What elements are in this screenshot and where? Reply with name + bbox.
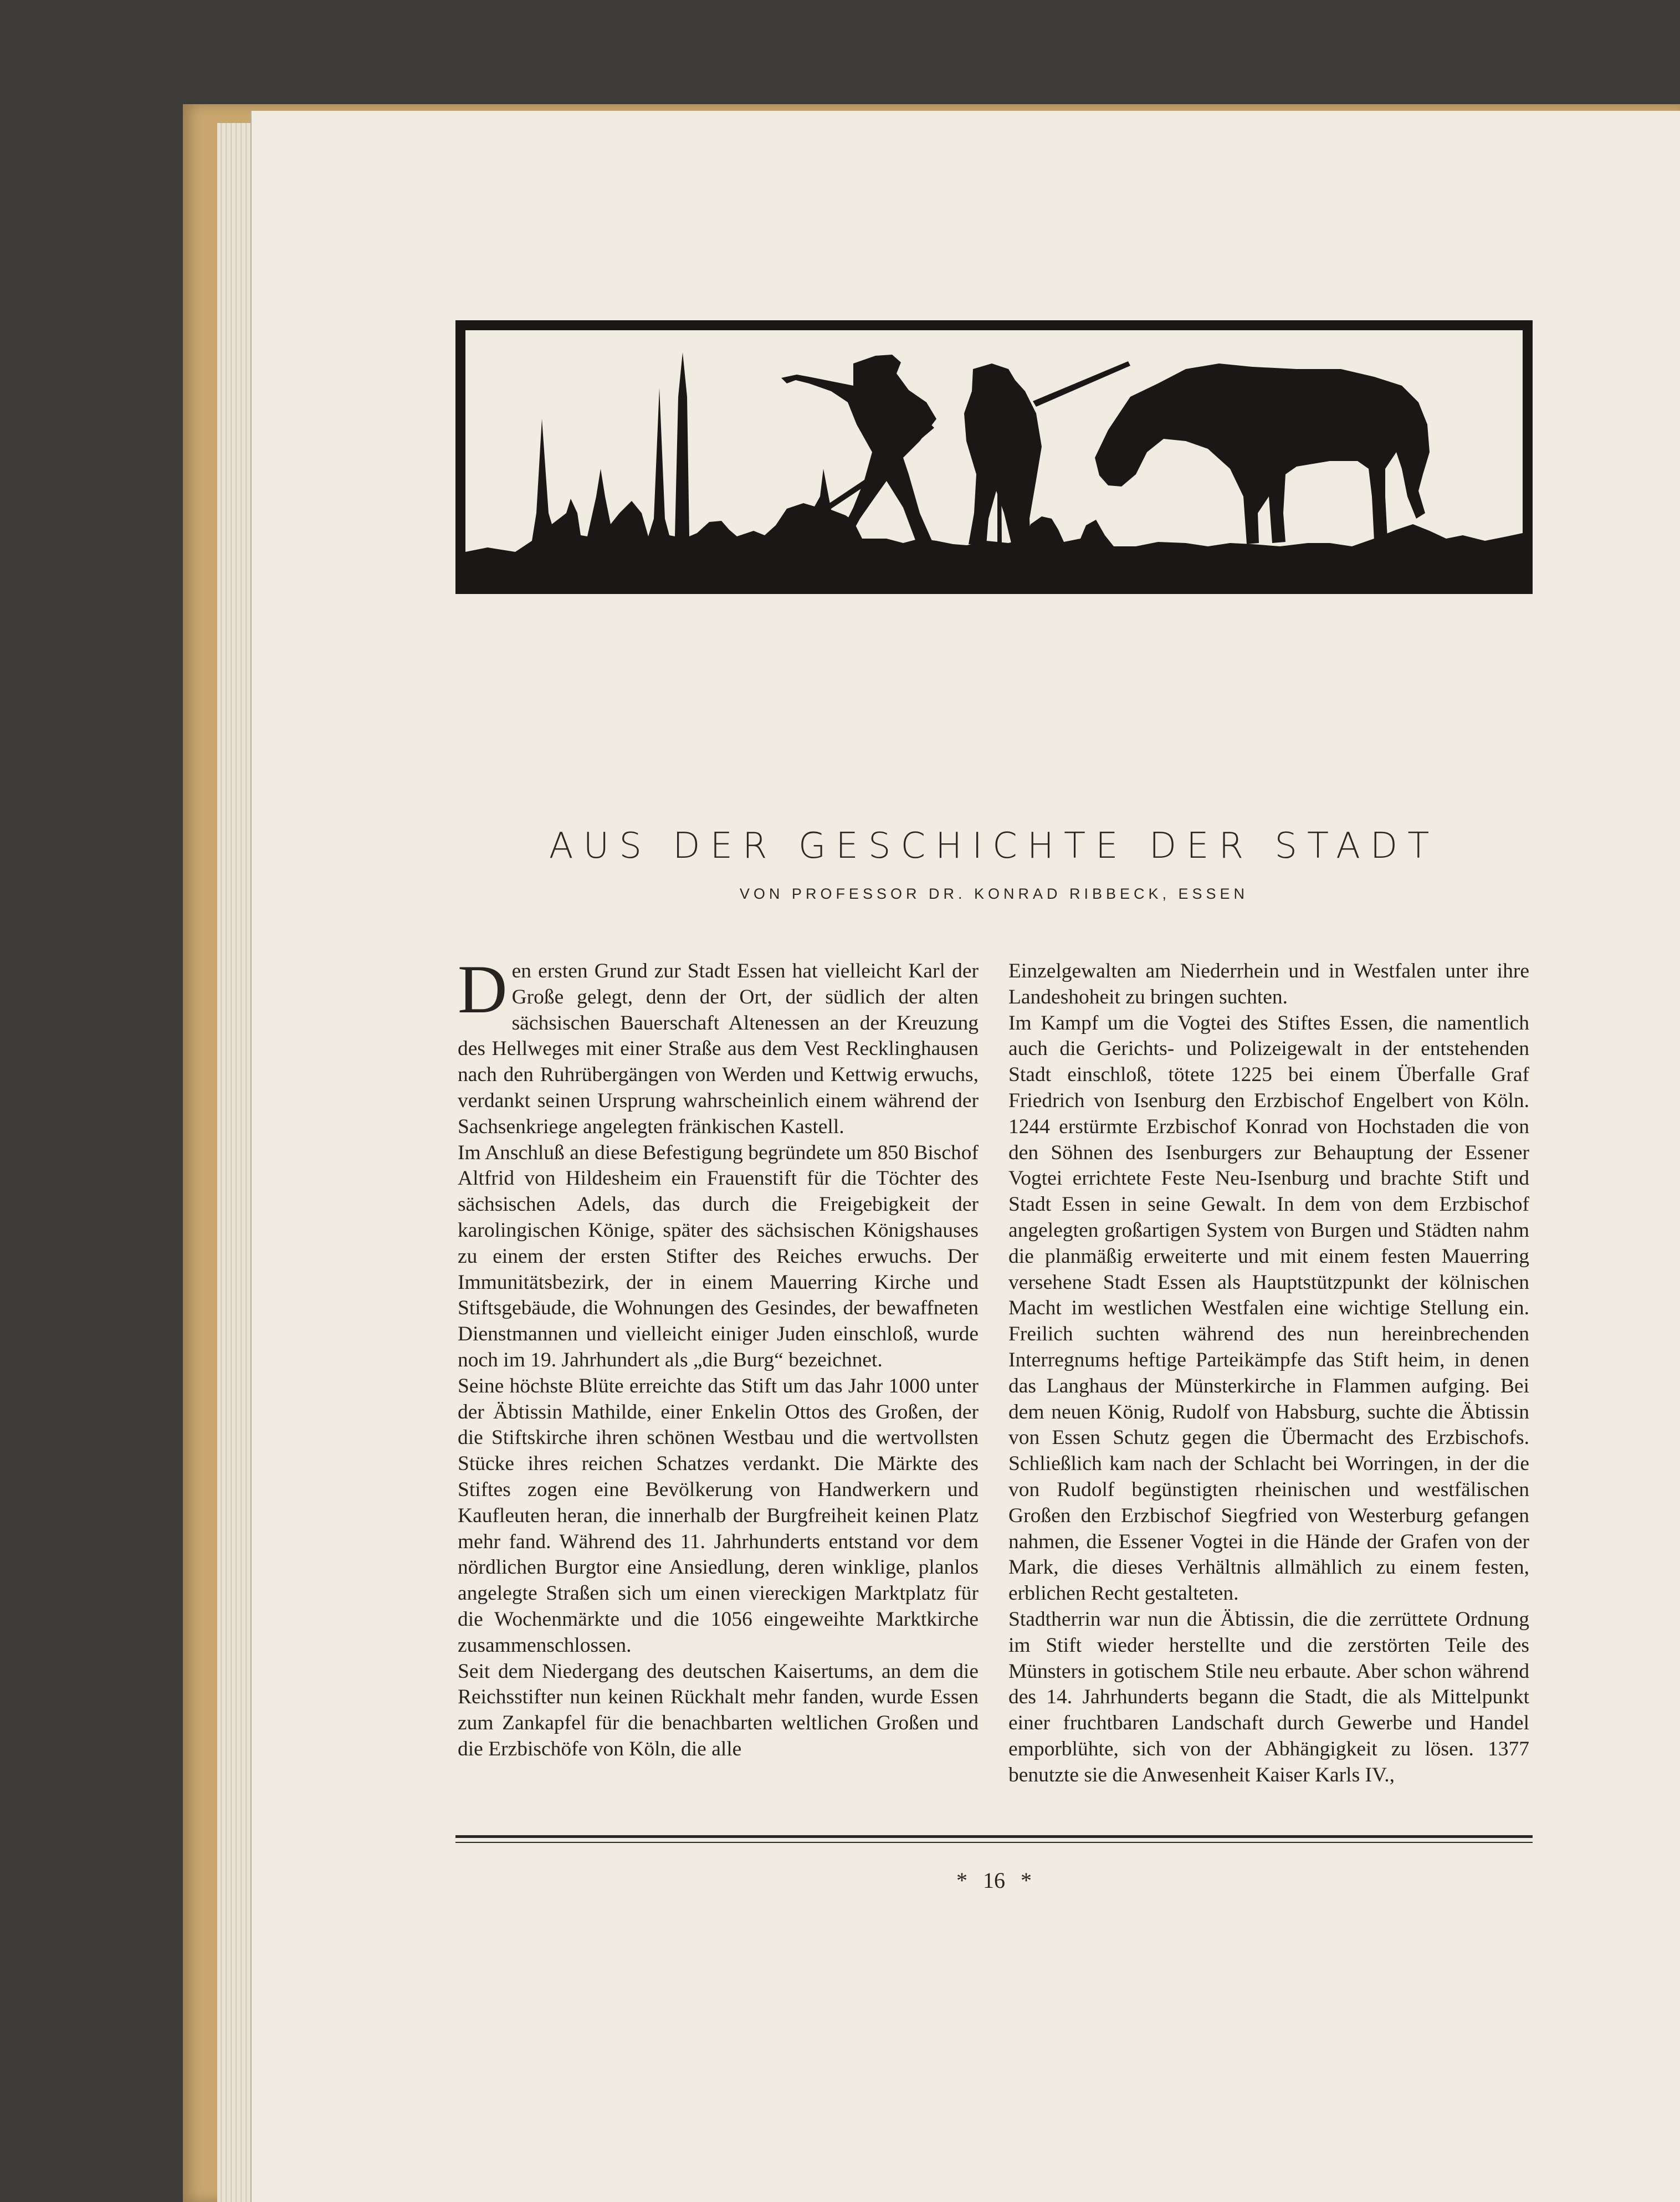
paragraph: Seine höchste Blüte erreichte das Stift um das Jahr 1000 unter der Äbtissin Mathilde, einer Enkelin Ottos des Großen, der die Stiftskirche ihren schönen Westbau und die wertvollsten Stücke ihres reichen Schatzes verdankt. Die Märkte des Stiftes zogen eine Bevölkerung von Handwerkern und Kaufleuten heran, die innerhalb der Burgfreiheit keinen Platz mehr fand. Während des 11. Jahrhunderts entstand vor dem nördlichen Burgtor eine Ansiedlung, deren winklige, planlos angelegte Straßen sich um einen viereckigen Marktplatz für die Wochenmärkte und die 1056 eingeweihte Marktkirche zusammenschlossen. <box>458 1374 979 1657</box>
paragraph <box>458 951 979 1140</box>
article-title: AUS DER GESCHICHTE DER STADT <box>549 826 1440 867</box>
right-column <box>1008 959 1529 1789</box>
page-number: * 16 * <box>956 1868 1032 1893</box>
paragraph: Einzelgewalten am Niederrhein und in Westfalen unter ihre Landeshoheit zu bringen suchten. <box>1008 960 1529 1008</box>
paragraph-text: en ersten Grund zur Stadt Essen hat vielleicht Karl der Große gelegt, denn der Ort, der südlich der alten sächsischen Bauerschaft Altenessen an der Kreuzung des Hellweges mit einer Straße aus dem Vest Recklinghausen nach den Ruhrübergängen von Werden und Kettwig erwuchs, verdankt seinen Ursprung wahrscheinlich einem während der Sachsenkriege angelegten fränkischen Kastell. <box>458 960 979 1138</box>
paragraph: Im Kampf um die Vogtei des Stiftes Essen, die namentlich auch die Gerichts- und Polizeigewalt in der entstehenden Stadt einschloß, tötete 1225 bei einem Überfalle Graf Friedrich von Isenburg den Erzbischof Engelbert von Köln. 1244 erstürmte Erzbischof Konrad von Hochstaden die von den Söhnen des Isenburgers zur Behauptung der Essener Vogtei errichtete Feste Neu-Isenburg und brachte Stift und Stadt Essen in seine Gewalt. In dem von dem Erzbischof angelegten großartigen System von Burgen und Städten nahm die planmäßig erweiterte und mit einem festen Mauerring versehene Stadt Essen als Hauptstützpunkt der kölnischen Macht im westlichen Westfalen eine wichtige Stellung ein. Freilich suchten während des nun hereinbrechenden Interregnums heftige Parteikämpfe das Stift heim, in denen das Langhaus der Münsterkirche in Flammen aufging. Bei dem neuen König, Rudolf von Habsburg, suchte die Äbtissin von Essen Schutz gegen die Übermacht des Erzbischofs. Schließlich kam nach der Schlacht bei Worringen, in der die von Rudolf begünstigten rheinischen und westfälischen Großen den Erzbischof Siegfried von Westerburg gefangen nahmen, die Essener Vogtei in die Hände der Grafen von der Mark, die dieses Verhältnis allmählich zu einem festen, erblichen Recht gestalteten. <box>1008 1011 1529 1605</box>
silhouette-illustration-icon <box>465 330 1523 584</box>
footer-rule-thin <box>455 1842 1533 1843</box>
page-gutter <box>250 111 252 2202</box>
article-byline: VON PROFESSOR DR. KONRAD RIBBECK, ESSEN <box>739 885 1249 902</box>
paragraph: Seit dem Niedergang des deutschen Kaisertums, an dem die Reichsstifter nun keinen Rückhalt mehr fanden, wurde Essen zum Zankapfel für die benachbarten weltlichen Großen und die Erzbischöfe von Köln, die alle <box>458 1660 979 1760</box>
paragraph: Stadtherrin war nun die Äbtissin, die die zerrüttete Ordnung im Stift wieder herstellte und die zerstörten Teile des Münsters in gotischem Stile neu erbaute. Aber schon während des 14. Jahrhunderts begann die Stadt, die als Mittelpunkt einer fruchtbaren Landschaft durch Gewerbe und Handel emporblühte, sich von der Abhängigkeit zu lösen. 1377 benutzte sie die Anwesenheit Kaiser Karls IV., <box>1008 1607 1529 1786</box>
paragraph: Im Anschluß an diese Befestigung begründete um 850 Bischof Altfrid von Hildesheim ein Frauenstift für die Töchter des sächsischen Adels, das durch die Freigebigkeit der karolingischen Könige, später des sächsischen Königshauses zu einem der ersten Stifter des Reiches erwuchs. Der Immunitätsbezirk, der in einem Mauerring Kirche und Stiftsgebäude, die Wohnungen des Gesindes, der bewaffneten Dienstmannen und vielleicht einiger Juden einschloß, wurde noch im 19. Jahrhundert als „die Burg“ bezeichnet. <box>458 1141 979 1371</box>
silhouette-banner <box>455 320 1533 594</box>
left-column <box>458 951 979 1763</box>
drop-cap: D <box>458 951 508 1027</box>
footer-rule <box>455 1835 1533 1838</box>
